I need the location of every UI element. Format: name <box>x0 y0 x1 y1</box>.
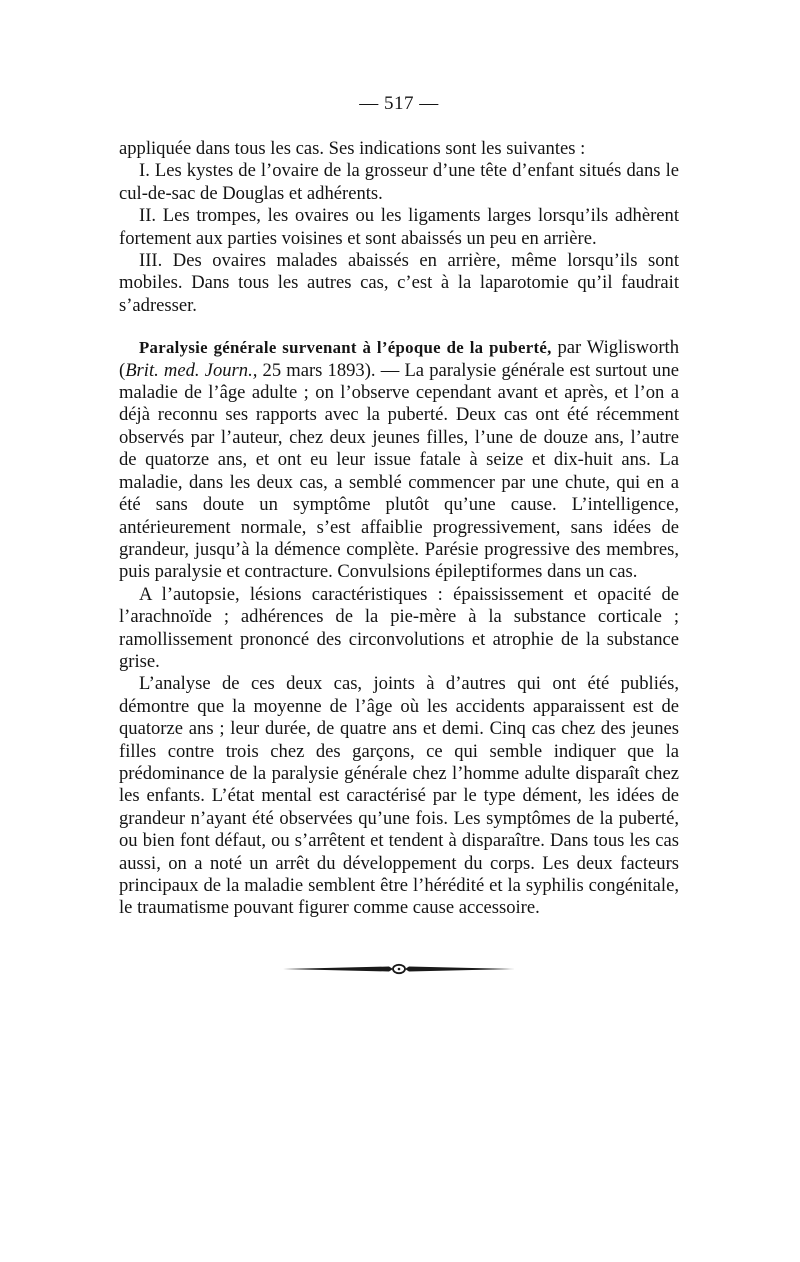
article-source: Brit. med. Journ., <box>125 359 258 381</box>
paragraph-analysis: L’analyse de ces deux cas, joints à d’autres qui ont été publiés, démontre que la moyenne de l’âge où les accidents apparaissent est de quatorze ans ; leur durée, de quatre ans et demi. Cinq cas chez des jeunes filles contre trois chez des garçons, ce qui semble indiquer que la prédominance de la paralysie générale chez l’homme adulte disparaît chez les enfants. L’état mental est caractérisé par le type dément, les idées de grandeur n’ayant été observées qu’une fois. Les symptômes de la puberté, ou bien font défaut, ou s’arrêtent et tendent à disparaître. Dans tous les cas aussi, on a noté un arrêt du développement du corps. Les deux facteurs principaux de la maladie semblent être l’hérédité et la syphilis congénitale, le traumatisme pouvant figurer comme cause accessoire. <box>119 673 679 919</box>
article-lead-paragraph <box>119 337 679 583</box>
page-number: — 517 — <box>359 93 439 114</box>
paragraph-indication-3: III. Des ovaires malades abaissés en arrière, même lorsqu’ils sont mobiles. Dans tous les autres cas, c’est à la laparotomie qu’il faudrait s’adresser. <box>119 250 679 316</box>
article-heading: Paralysie générale survenant à l’époque de la puberté, <box>139 338 552 358</box>
article-body-text: 25 mars 1893). — La paralysie générale est surtout une maladie de l’âge adulte ; on l’observe cependant avant et après, et l’on a déjà reconnu ses rapports avec la puberté. Deux cas ont été récemment observés par l’auteur, chez deux jeunes filles, l’une de douze ans, l’autre de quatorze ans, et ont eu leur issue fatale à seize et dix-huit ans. La maladie, dans les deux cas, a semblé commencer par une chute, qui en a été sans doute un symptôme plutôt qu’une cause. L’intelligence, antérieurement normale, s’est affaiblie progressivement, sans idées de grandeur, jusqu’à la démence complète. Parésie progressive des membres, puis paralysie et contracture. Convulsions épileptiformes dans un cas. <box>119 359 679 583</box>
book-page <box>119 92 679 976</box>
paragraph-continuation: appliquée dans tous les cas. Ses indications sont les suivantes : <box>119 138 586 159</box>
double-taper-rule-ornament-icon <box>119 962 679 976</box>
paragraph-autopsy: A l’autopsie, lésions caractéristiques : épaississement et opacité de l’arachnoïde ; adhérences de la pie-mère à la substance corticale ; ramollissement prononcé des circonvolutions et atrophie de la substance grise. <box>119 583 679 672</box>
paragraph-indication-2: II. Les trompes, les ovaires ou les ligaments larges lorsqu’ils adhèrent fortement aux parties voisines et sont abaissés un peu en arrière. <box>119 205 679 249</box>
article-author: par Wiglisworth ( <box>119 337 680 381</box>
paragraph-indication-1: I. Les kystes de l’ovaire de la grosseur d’une tête d’enfant situés dans le cul-de-sac de Douglas et adhérents. <box>119 160 679 204</box>
